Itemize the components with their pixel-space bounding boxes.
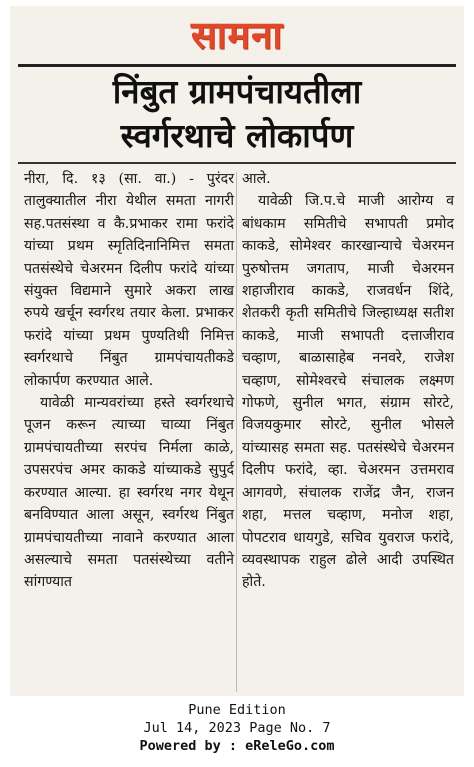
article-column-left: [24, 168, 234, 594]
powered-by-label: Powered by : eReleGo.com: [139, 738, 335, 754]
article-paragraph: यावेळी मान्यवरांच्या हस्ते स्वर्गरथाचे पूजन करून त्याच्या चाव्या निंबुत ग्रामपंचायतीच्या सरपंच निर्मला काळे, उपसरपंच अमर काकडे यांच्याकडे सुपुर्द करण्यात आल्या. हा स्वर्गरथ नगर येथून बनविण्यात आला असून, स्वर्गरथ निंबुत ग्रामपंचायतीच्या नावाने करण्यात आला असल्याचे समता पतसंस्थेच्या वतीने सांगण्यात: [24, 395, 234, 591]
edition-label: Pune Edition: [188, 702, 286, 718]
newspaper-masthead: [10, 8, 464, 62]
epaper-footer: [0, 701, 474, 755]
date-page-label: Jul 14, 2023 Page No. 7: [143, 720, 331, 736]
article-paragraph: नीरा, दि. १३ (सा. वा.) - पुरंदर तालुक्यातील नीरा येथील समता नागरी सह.पतसंस्था व कै.प्रभाकर रामा फरांदे यांच्या प्रथम स्मृतिदिनानिमित्त समता पतसंस्थेचे चेअरमन दिलीप फरांदे यांच्या संयुक्त विद्यमाने सुमारे अकरा लाख रुपये खर्चून स्वर्गरथ तयार केला. प्रभाकर फरांदे यांच्या प्रथम पुण्यतिथी निमित्त स्वर्गरथाचे निंबुत ग्रामपंचायतीकडे लोकार्पण करण्यात आले.: [24, 171, 234, 389]
headline-line-2: स्वर्गरथाचे लोकार्पण: [120, 116, 354, 155]
article-paragraph: यावेळी जि.प.चे माजी आरोग्य व बांधकाम समितीचे सभापती प्रमोद काकडे, सोमेश्वर कारखान्याचे चेअरमन पुरुषोत्तम जगताप, माजी चेअरमन शहाजीराव काकडे, राजवर्धन शिंदे, शेतकरी कृती समितीचे जिल्हाध्यक्ष सतीश काकडे, माजी सभापती दत्ताजीराव चव्हाण, बाळासाहेब ननवरे, राजेश चव्हाण, सोमेश्वरचे संचालक लक्ष्मण गोफणे, सुनील भगत, संग्राम सोरटे, विजयकुमार सोरटे, सुनील भोसले यांच्यासह समता सह. पतसंस्थेचे चेअरमन दिलीप फरांदे, व्हा. चेअरमन उत्तमराव आगवणे, संचालक राजेंद्र जैन, राजन शहा, मत्तल चव्हाण, मनोज शहा, पोपटराव धायगुडे, सचिव युवराज फरांदे, व्यवस्थापक राहुल ढोले आदी उपस्थित होते.: [242, 193, 454, 591]
article-column-right: [242, 168, 454, 594]
news-clipping: [10, 6, 464, 696]
masthead-rule: [18, 64, 456, 67]
headline-line-1: निंबुत ग्रामपंचायतीला: [112, 72, 362, 111]
article-headline: [10, 70, 464, 158]
headline-rule: [18, 162, 456, 164]
article-paragraph: आले.: [242, 171, 271, 187]
newspaper-logo: सामना: [190, 12, 284, 57]
column-divider: [236, 172, 237, 692]
